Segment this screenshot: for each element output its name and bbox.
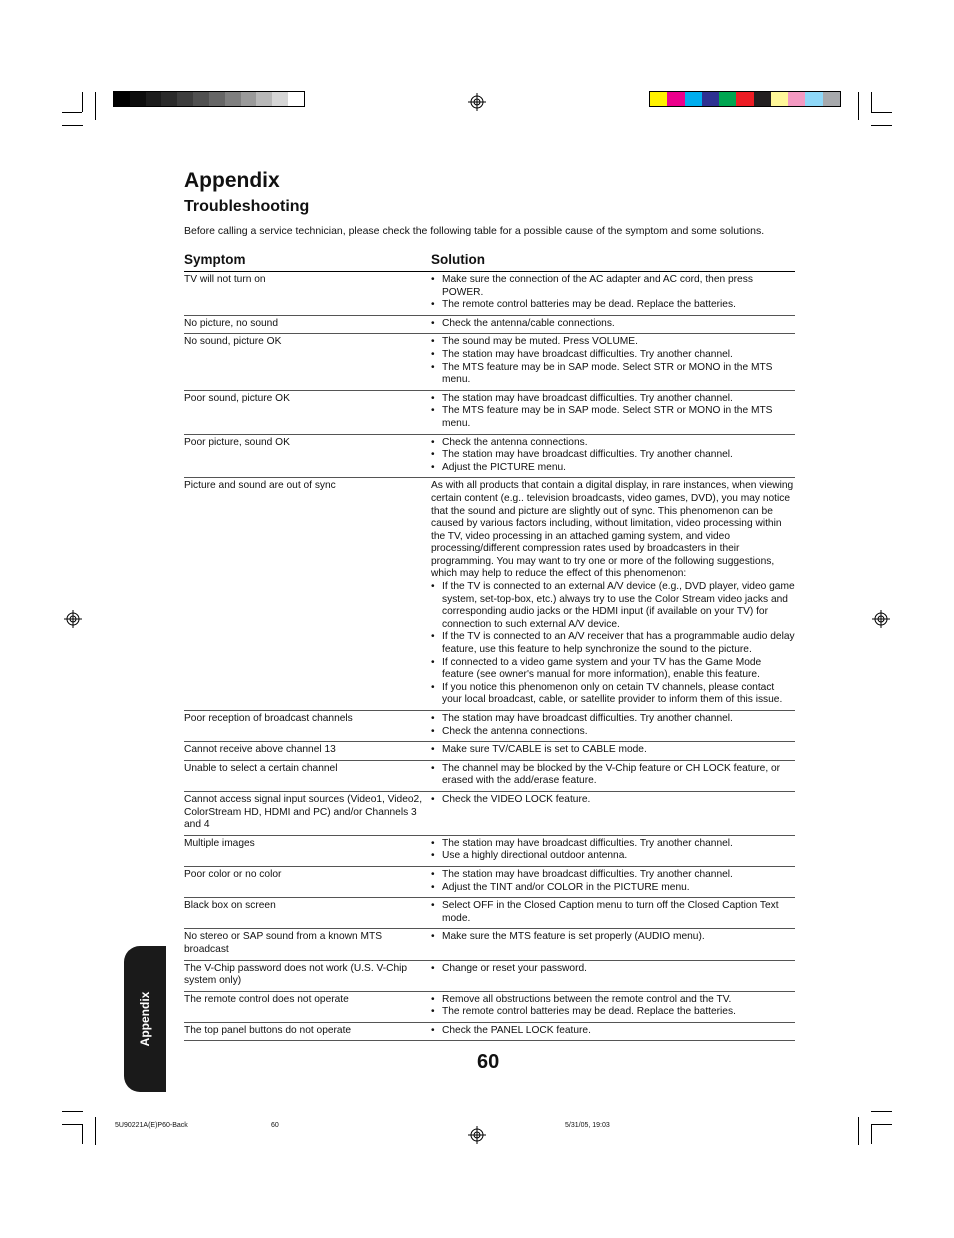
symptom-cell: Picture and sound are out of sync [184,480,336,492]
table-row [184,334,795,390]
symptom-cell: Unable to select a certain channel [184,762,338,774]
solution-item: • The station may have broadcast difficulties. Try another channel. [431,349,795,362]
solution-cell [431,273,795,312]
color-swatch [241,92,257,106]
table-row [184,836,795,867]
footer-page: 60 [271,1122,279,1129]
solution-cell [431,993,795,1019]
solution-item: • The MTS feature may be in SAP mode. Select STR or MONO in the MTS menu. [431,362,795,387]
solution-paragraph: As with all products that contain a digital display, in rare instances, when viewing certain content (e.g.. television broadcasts, video games, DVD), you may notice that the sound and picture are slightly out of sync. This phenomenon can be caused by various factors including, without limitation, video processing within the TV, video processing in an attached gaming system, and video processing/different compression rates used by broadcasters in their programming. You may want to try one or more of the following suggestions, which may help to reduce the effect of this phenomenon: [431,480,794,580]
solution-item: • Check the antenna/cable connections. [431,318,795,331]
color-swatch [805,92,822,106]
symptom-cell: Poor sound, picture OK [184,392,290,404]
solution-cell [431,1024,795,1038]
process-color-bar [649,91,841,107]
solution-list [431,994,795,1019]
solution-item: • Select OFF in the Closed Caption menu to turn off the Closed Caption Text mode. [431,900,795,925]
solution-list [431,336,795,386]
symptom-cell: Poor reception of broadcast channels [184,713,353,724]
solution-list [431,437,795,475]
solution-cell [431,837,795,863]
solution-item: • The sound may be muted. Press VOLUME. [431,336,795,349]
solution-item: • Check the antenna connections. [431,437,795,450]
table-row [184,272,795,316]
color-swatch [193,92,209,106]
table-row [184,1023,795,1042]
table-row [184,435,795,479]
solution-list [431,713,795,738]
symptom-column-header: Symptom [184,252,246,267]
solution-cell [431,479,795,707]
solution-list [431,1025,795,1038]
table-row [184,929,795,960]
color-swatch [823,92,840,106]
table-row [184,316,795,335]
solution-list [431,931,795,944]
color-swatch [771,92,788,106]
troubleshooting-table [184,272,795,1041]
page-number: 60 [477,1051,500,1073]
solution-list [431,963,795,976]
solution-cell [431,392,795,431]
solution-list [431,763,795,788]
table-row [184,898,795,929]
color-swatch [702,92,719,106]
table-row [184,742,795,761]
solution-list [431,838,795,863]
solution-cell [431,793,795,832]
solution-item: • The station may have broadcast difficulties. Try another channel. [431,449,795,462]
solution-item: • Use a highly directional outdoor antenna. [431,850,795,863]
footer-date: 5/31/05, 19:03 [565,1122,610,1129]
registration-mark-icon [64,610,82,628]
page-title: Appendix [184,169,280,192]
color-swatch [288,92,304,106]
symptom-cell: The top panel buttons do not operate [184,1024,352,1036]
solution-item: • Adjust the TINT and/or COLOR in the PICTURE menu. [431,882,795,895]
color-swatch [177,92,193,106]
color-swatch [114,92,130,106]
solution-item: • If the TV is connected to an A/V receiver that has a programmable audio delay feature, use this feature to help synchronize the sound to the picture. [431,631,795,656]
color-swatch [736,92,753,106]
solution-list [431,318,795,331]
symptom-cell: Black box on screen [184,900,276,912]
symptom-cell: The V-Chip password does not work (U.S. V-Chip system only) [184,962,408,987]
color-swatch [719,92,736,106]
color-swatch [754,92,771,106]
solution-item: • If the TV is connected to an external A/V device (e.g., DVD player, video game system, set-top-box, etc.) always try to use the Color Stream video jacks and corresponding audio jacks or the HDMI input (if available on your TV) for connection to such external A/V device. [431,581,795,631]
appendix-side-tab [124,946,166,1092]
color-swatch [161,92,177,106]
solution-item: • Check the VIDEO LOCK feature. [431,794,795,807]
color-swatch [256,92,272,106]
table-row [184,478,795,711]
footer-filename: 5U90221A(E)P60-Back [115,1122,188,1129]
symptom-cell: No sound, picture OK [184,336,282,348]
solution-list [431,274,795,312]
table-row [184,992,795,1023]
solution-item: • The remote control batteries may be dead. Replace the batteries. [431,299,795,312]
solution-list [431,794,795,807]
solution-item: • The channel may be blocked by the V-Chip feature or CH LOCK feature, or erased with the add/erase feature. [431,763,795,788]
color-swatch [209,92,225,106]
solution-cell [431,930,795,956]
solution-list [431,744,795,757]
table-row [184,867,795,898]
color-swatch [146,92,162,106]
solution-item: • Make sure TV/CABLE is set to CABLE mode. [431,744,795,757]
color-swatch [272,92,288,106]
symptom-cell: Poor picture, sound OK [184,436,290,448]
intro-text: Before calling a service technician, please check the following table for a possible cause of the symptom and some solutions. [184,225,765,237]
table-row [184,792,795,836]
solution-cell [431,743,795,757]
solution-item: • Change or reset your password. [431,963,795,976]
solution-item: • Adjust the PICTURE menu. [431,462,795,475]
solution-cell [431,436,795,475]
registration-mark-icon [468,1126,486,1144]
color-swatch [788,92,805,106]
table-row [184,761,795,792]
table-row [184,711,795,742]
symptom-cell: The remote control does not operate [184,993,349,1005]
symptom-cell: Cannot receive above channel 13 [184,744,336,756]
color-swatch [667,92,684,106]
solution-item: • If connected to a video game system and your TV has the Game Mode feature (see owner's manual for more information), enable this feature. [431,657,795,682]
solution-list [431,393,795,431]
table-row [184,961,795,992]
solution-item: • The station may have broadcast difficulties. Try another channel. [431,869,795,882]
solution-item: • If you notice this phenomenon only on cetain TV channels, please contact your local broadcast, cable, or satellite provider to inform them of this issue. [431,682,795,707]
solution-cell [431,762,795,788]
solution-list [431,900,795,925]
solution-item: • Remove all obstructions between the remote control and the TV. [431,994,795,1007]
color-swatch [130,92,146,106]
solution-list [431,581,795,707]
solution-cell [431,317,795,331]
solution-cell [431,712,795,738]
symptom-cell: Multiple images [184,837,255,849]
side-tab-label: Appendix [138,991,152,1047]
solution-cell [431,962,795,988]
symptom-cell: TV will not turn on [184,274,266,285]
solution-item: • Make sure the MTS feature is set properly (AUDIO menu). [431,931,795,944]
solution-list [431,869,795,894]
registration-mark-icon [872,610,890,628]
solution-item: • The station may have broadcast difficulties. Try another channel. [431,393,795,406]
symptom-cell: Poor color or no color [184,868,282,880]
symptom-cell: Cannot access signal input sources (Video1, Video2, ColorStream HD, HDMI and PC) and/or Channels 3 and 4 [184,793,423,831]
registration-mark-icon [468,93,486,111]
table-row [184,391,795,435]
grayscale-color-bar [113,91,305,107]
solution-item: • The MTS feature may be in SAP mode. Select STR or MONO in the MTS menu. [431,405,795,430]
color-swatch [650,92,667,106]
solution-item: • The remote control batteries may be dead. Replace the batteries. [431,1006,795,1019]
solution-cell [431,335,795,386]
solution-item: • The station may have broadcast difficulties. Try another channel. [431,838,795,851]
section-title: Troubleshooting [184,198,310,215]
symptom-cell: No stereo or SAP sound from a known MTS broadcast [184,931,382,955]
solution-item: • Check the PANEL LOCK feature. [431,1025,795,1038]
solution-item: • Make sure the connection of the AC adapter and AC cord, then press POWER. [431,274,795,299]
solution-cell [431,899,795,925]
solution-column-header: Solution [431,252,485,267]
solution-item: • Check the antenna connections. [431,726,795,739]
solution-item: • The station may have broadcast difficulties. Try another channel. [431,713,795,726]
color-swatch [685,92,702,106]
solution-cell [431,868,795,894]
symptom-cell: No picture, no sound [184,317,279,329]
color-swatch [225,92,241,106]
